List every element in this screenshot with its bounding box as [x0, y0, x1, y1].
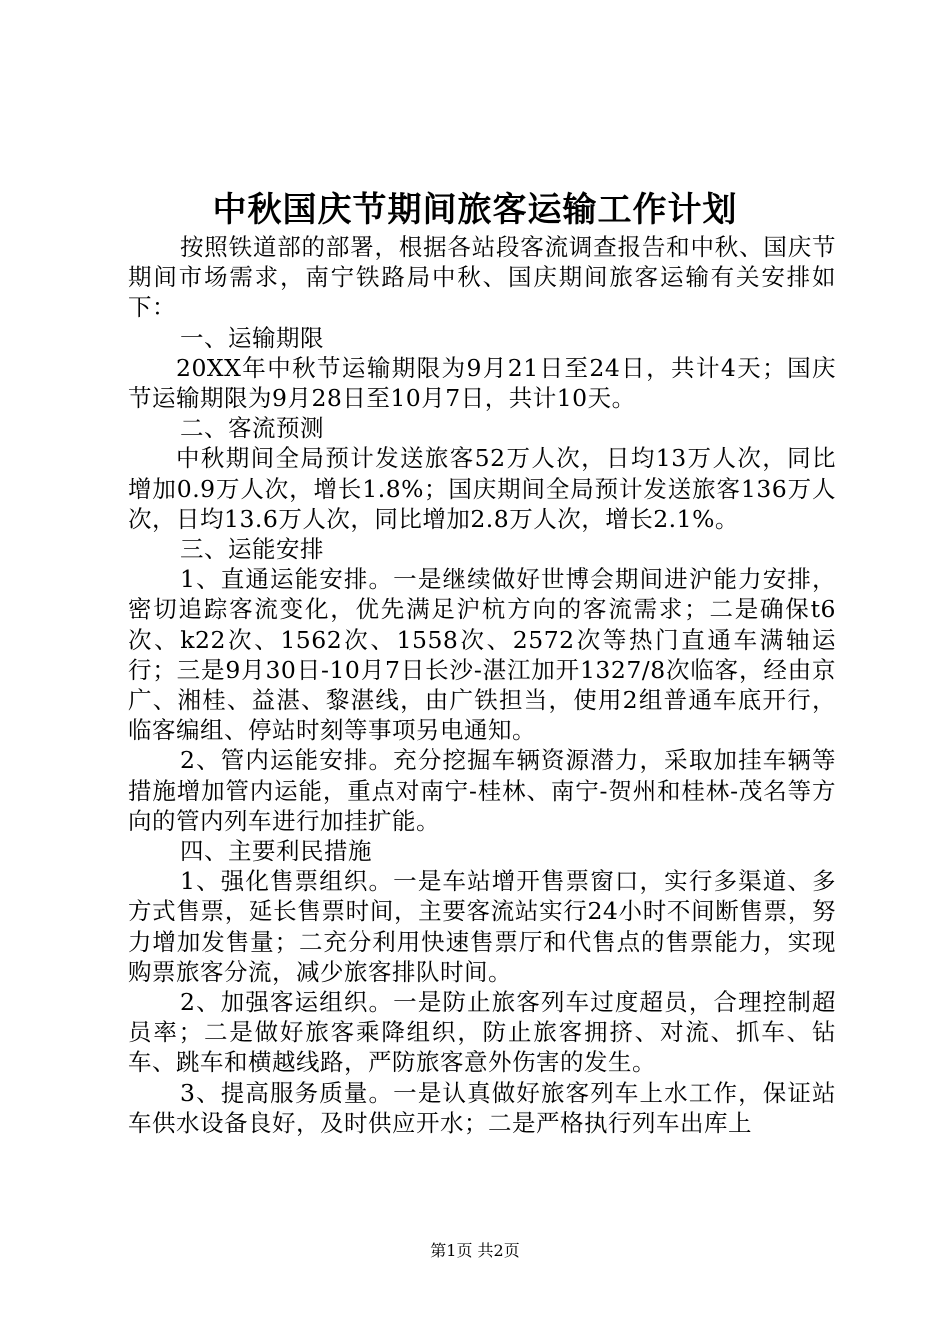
paragraph-through-capacity: 1、直通运能安排。一是继续做好世博会期间进沪能力安排，密切追踪客流变化，优先满足沪杭方向的客流需求；二是确保t6次、k22次、1562次、1558次、2572次等热门直通车满轴运行；三是9月30日-10月7日长沙-湛江加开1327/8次临客，经由京广、湘桂、益湛、黎湛线，由广铁担当，使用2组普通车底开行，临客编组、停站时刻等事项另电通知。	[128, 565, 836, 745]
paragraph-transport-period: 20XX年中秋节运输期限为9月21日至24日，共计4天；国庆节运输期限为9月28日至10月7日，共计10天。	[128, 353, 836, 413]
paragraph-passenger-organization: 2、加强客运组织。一是防止旅客列车过度超员，合理控制超员率；二是做好旅客乘降组织，防止旅客拥挤、对流、抓车、钻车、跳车和横越线路，严防旅客意外伤害的发生。	[128, 988, 836, 1077]
document-body	[128, 232, 836, 1138]
paragraph-passenger-forecast: 中秋期间全局预计发送旅客52万人次，日均13万人次，同比增加0.9万人次，增长1.8%；国庆期间全局预计发送旅客136万人次，日均13.6万人次，同比增加2.8万人次，增长2.1%。	[128, 444, 836, 533]
page-number-footer: 第1页 共2页	[430, 1241, 520, 1260]
section-heading-1: 一、运输期限	[180, 323, 324, 352]
paragraph-service-quality: 3、提高服务质量。一是认真做好旅客列车上水工作，保证站车供水设备良好，及时供应开水；二是严格执行列车出库上	[128, 1078, 836, 1137]
paragraph-ticketing: 1、强化售票组织。一是车站增开售票窗口，实行多渠道、多方式售票，延长售票时间，主要客流站实行24小时不间断售票，努力增加发售量；二充分利用快速售票厅和代售点的售票能力，实现购票旅客分流，减少旅客排队时间。	[128, 867, 836, 986]
document-title: 中秋国庆节期间旅客运输工作计划	[212, 190, 738, 230]
paragraph-local-capacity: 2、管内运能安排。充分挖掘车辆资源潜力，采取加挂车辆等措施增加管内运能，重点对南宁-桂林、南宁-贺州和桂林-茂名等方向的管内列车进行加挂扩能。	[128, 746, 836, 835]
section-heading-3: 三、运能安排	[180, 535, 324, 564]
section-heading-2: 二、客流预测	[180, 414, 324, 443]
section-heading-4: 四、主要利民措施	[180, 837, 372, 866]
intro-paragraph: 按照铁道部的部署，根据各站段客流调查报告和中秋、国庆节期间市场需求，南宁铁路局中秋、国庆期间旅客运输有关安排如下：	[128, 233, 836, 322]
